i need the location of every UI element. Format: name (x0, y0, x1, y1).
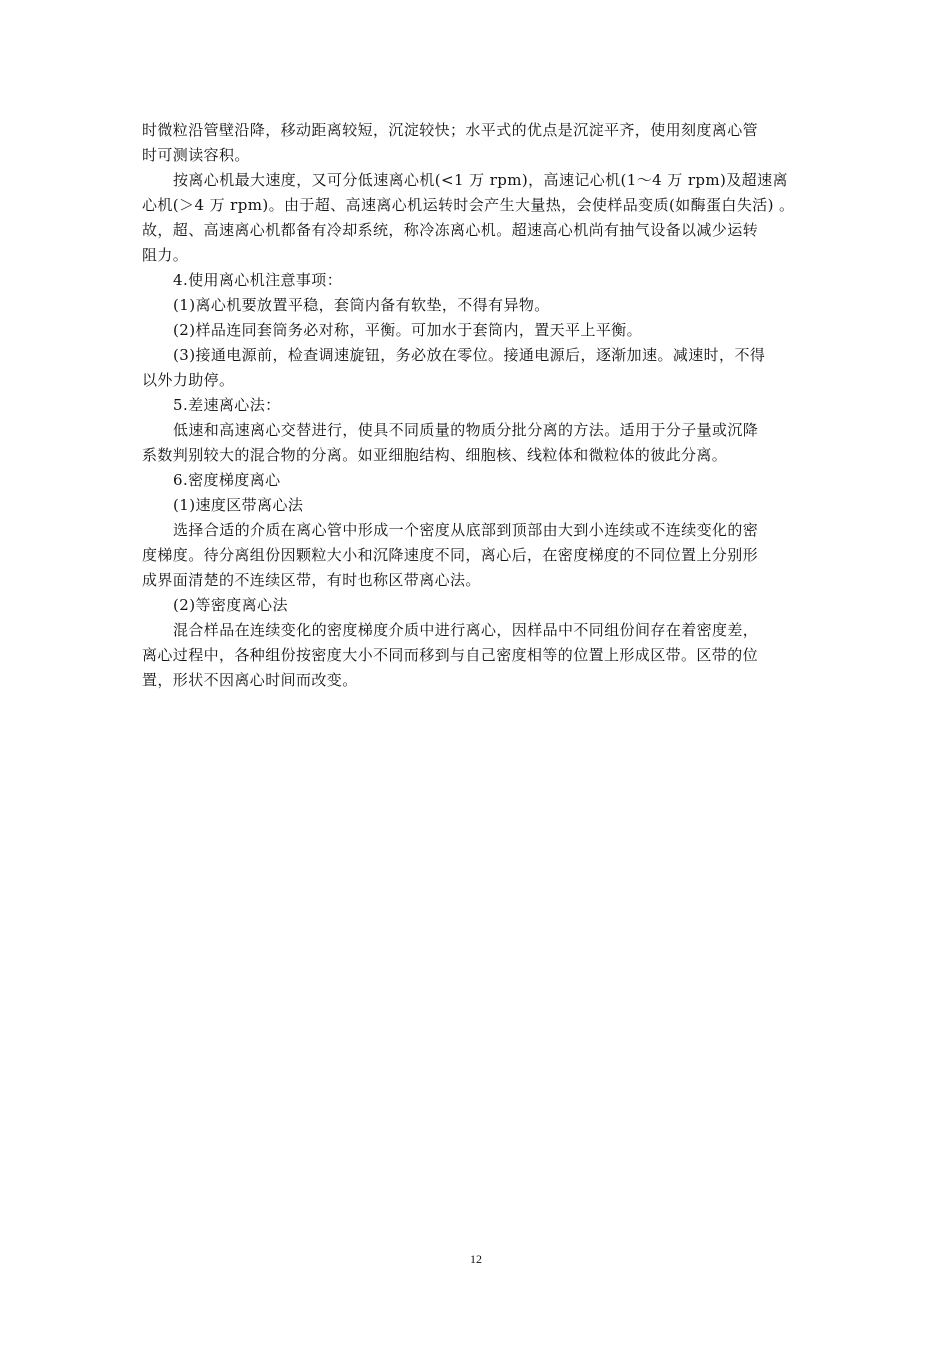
text-line: 以外力助停。 (142, 371, 235, 389)
text-line: 离心过程中，各种组份按密度大小不同而移到与自己密度相等的位置上形成区带。区带的位 (142, 646, 759, 664)
text-line: (2)样品连同套筒务必对称，平衡。可加水于套筒内，置天平上平衡。 (173, 321, 643, 339)
document-body (142, 118, 813, 693)
text-line: 度梯度。待分离组份因颗粒大小和沉降速度不同，离心后，在密度梯度的不同位置上分别形 (142, 546, 759, 564)
text-line: (1)离心机要放置平稳，套筒内备有软垫，不得有异物。 (173, 296, 550, 314)
text-line: 4.使用离心机注意事项： (173, 271, 343, 289)
text-line: (2)等密度离心法 (173, 596, 288, 614)
text-line: 时微粒沿管壁沿降，移动距离较短，沉淀较快；水平式的优点是沉淀平齐，使用刻度离心管 (142, 121, 759, 139)
text-line: 6.密度梯度离心 (173, 471, 281, 489)
text-line: (1)速度区带离心法 (173, 496, 304, 514)
text-line: 选择合适的介质在离心管中形成一个密度从底部到顶部由大到小连续或不连续变化的密 (173, 521, 759, 539)
text-line: 按离心机最大速度，又可分低速离心机(<1 万 rpm)，高速记心机(1～4 万 rpm)及超速离 (173, 171, 788, 189)
text-line: 时可测读容积。 (142, 146, 250, 164)
text-line: 5.差速离心法： (173, 396, 281, 414)
text-line: 置，形状不因离心时间而改变。 (142, 671, 358, 689)
text-line: 心机(＞4 万 rpm)。由于超、高速离心机运转时会产生大量热，会使样品变质(如酶蛋白失活) 。 (142, 196, 795, 214)
text-line: 成界面清楚的不连续区带，有时也称区带离心法。 (142, 571, 481, 589)
text-line: (3)接通电源前，检查调速旋钮，务必放在零位。接通电源后，逐渐加速。减速时，不得 (173, 346, 766, 364)
text-line: 混合样品在连续变化的密度梯度介质中进行离心，因样品中不同组份间存在着密度差， (173, 621, 759, 639)
text-line: 系数判别较大的混合物的分离。如亚细胞结构、细胞核、线粒体和微粒体的彼此分离。 (142, 446, 728, 464)
text-line: 阻力。 (142, 246, 189, 264)
text-line: 故，超、高速离心机都备有冷却系统，称冷冻离心机。超速高心机尚有抽气设备以减少运转 (142, 221, 759, 239)
text-line: 低速和高速离心交替进行，使具不同质量的物质分批分离的方法。适用于分子量或沉降 (173, 421, 759, 439)
page-number: 12 (470, 1252, 482, 1266)
